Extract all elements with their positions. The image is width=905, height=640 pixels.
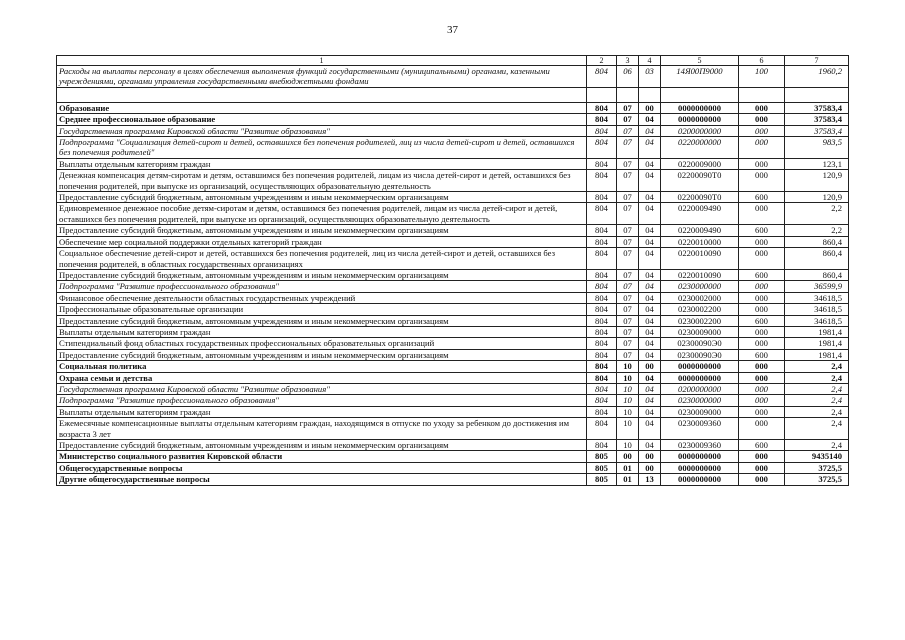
ministry-code: 805 xyxy=(587,451,617,462)
amount: 37583,4 xyxy=(785,114,849,125)
amount: 1960,2 xyxy=(785,66,849,88)
ministry-code: 804 xyxy=(587,395,617,406)
section-code: 07 xyxy=(617,225,639,236)
section-code: 10 xyxy=(617,440,639,451)
amount: 2,4 xyxy=(785,395,849,406)
amount: 1981,4 xyxy=(785,326,849,337)
amount: 1981,4 xyxy=(785,338,849,349)
section-code: 07 xyxy=(617,170,639,192)
row-name: Подпрограмма "Социализация детей-сирот и детей, оставшихся без попечения родителей, лиц из числа детей-сирот и детей, оставшихся без попечения родителей" xyxy=(57,137,587,159)
section-code: 07 xyxy=(617,248,639,270)
amount: 2,4 xyxy=(785,406,849,417)
amount: 34618,5 xyxy=(785,304,849,315)
target-article-code: 0200000000 xyxy=(661,383,739,394)
page-number: 37 xyxy=(447,24,458,36)
row-name: Государственная программа Кировской области "Развитие образования" xyxy=(57,125,587,136)
amount: 3725,5 xyxy=(785,474,849,485)
subsection-code: 04 xyxy=(639,158,661,169)
expense-type-code: 600 xyxy=(739,315,785,326)
table-row xyxy=(57,236,849,247)
table-row xyxy=(57,225,849,236)
row-name: Предоставление субсидий бюджетным, автономным учреждениям и иным некоммерческим организациям xyxy=(57,440,587,451)
spacer-cell xyxy=(739,87,785,102)
subsection-code: 00 xyxy=(639,462,661,473)
expense-type-code: 000 xyxy=(739,203,785,225)
amount: 860,4 xyxy=(785,248,849,270)
column-number-row xyxy=(57,56,849,66)
table-row xyxy=(57,102,849,113)
row-name: Выплаты отдельным категориям граждан xyxy=(57,158,587,169)
row-name: Денежная компенсация детям-сиротам и детям, оставшимся без попечения родителей, лицам из числа детей-сирот и детей, оставшихся без попечения родителей, при выпуске из организаций, осуществляющих образовательную деятельность xyxy=(57,170,587,192)
subsection-code: 04 xyxy=(639,349,661,360)
amount: 9435140 xyxy=(785,451,849,462)
expense-type-code: 000 xyxy=(739,236,785,247)
column-number: 2 xyxy=(587,56,617,66)
row-name: Государственная программа Кировской области "Развитие образования" xyxy=(57,383,587,394)
ministry-code: 804 xyxy=(587,304,617,315)
target-article-code: 0220009000 xyxy=(661,158,739,169)
ministry-code: 804 xyxy=(587,158,617,169)
table-row xyxy=(57,361,849,372)
section-code: 07 xyxy=(617,137,639,159)
expense-type-code: 100 xyxy=(739,66,785,88)
target-article-code: 0000000000 xyxy=(661,114,739,125)
row-name: Предоставление субсидий бюджетным, автономным учреждениям и иным некоммерческим организациям xyxy=(57,269,587,280)
table-row xyxy=(57,125,849,136)
target-article-code: 0220010090 xyxy=(661,269,739,280)
expense-type-code: 000 xyxy=(739,125,785,136)
subsection-code: 04 xyxy=(639,315,661,326)
table-row xyxy=(57,406,849,417)
column-number: 5 xyxy=(661,56,739,66)
expense-type-code: 000 xyxy=(739,451,785,462)
target-article-code: 02200090Т0 xyxy=(661,170,739,192)
ministry-code: 804 xyxy=(587,406,617,417)
row-name: Выплаты отдельным категориям граждан xyxy=(57,326,587,337)
table-row xyxy=(57,66,849,88)
target-article-code: 14Я00П9000 xyxy=(661,66,739,88)
target-article-code: 02200090Т0 xyxy=(661,192,739,203)
spacer-cell xyxy=(785,87,849,102)
table-row xyxy=(57,114,849,125)
expense-type-code: 000 xyxy=(739,338,785,349)
subsection-code: 04 xyxy=(639,114,661,125)
expense-type-code: 000 xyxy=(739,406,785,417)
subsection-code: 00 xyxy=(639,102,661,113)
subsection-code: 04 xyxy=(639,269,661,280)
table-row xyxy=(57,440,849,451)
table-row xyxy=(57,248,849,270)
table-row xyxy=(57,203,849,225)
table-row xyxy=(57,281,849,292)
row-name: Предоставление субсидий бюджетным, автономным учреждениям и иным некоммерческим организациям xyxy=(57,349,587,360)
subsection-code: 04 xyxy=(639,248,661,270)
section-code: 07 xyxy=(617,192,639,203)
target-article-code: 0230009360 xyxy=(661,418,739,440)
section-code: 07 xyxy=(617,292,639,303)
table-row xyxy=(57,292,849,303)
subsection-code: 04 xyxy=(639,292,661,303)
amount: 983,5 xyxy=(785,137,849,159)
target-article-code: 0220010090 xyxy=(661,248,739,270)
ministry-code: 804 xyxy=(587,349,617,360)
table-row xyxy=(57,137,849,159)
amount: 2,2 xyxy=(785,203,849,225)
spacer-cell xyxy=(57,87,587,102)
target-article-code: 0000000000 xyxy=(661,451,739,462)
table-row xyxy=(57,269,849,280)
section-code: 10 xyxy=(617,383,639,394)
section-code: 07 xyxy=(617,269,639,280)
section-code: 01 xyxy=(617,474,639,485)
target-article-code: 0230009000 xyxy=(661,326,739,337)
subsection-code: 04 xyxy=(639,395,661,406)
section-code: 00 xyxy=(617,451,639,462)
amount: 2,4 xyxy=(785,418,849,440)
target-article-code: 0230000000 xyxy=(661,281,739,292)
row-name: Финансовое обеспечение деятельности областных государственных учреждений xyxy=(57,292,587,303)
row-name: Обеспечение мер социальной поддержки отдельных категорий граждан xyxy=(57,236,587,247)
column-number: 3 xyxy=(617,56,639,66)
row-name: Предоставление субсидий бюджетным, автономным учреждениям и иным некоммерческим организациям xyxy=(57,315,587,326)
row-name: Подпрограмма "Развитие профессионального образования" xyxy=(57,281,587,292)
expense-type-code: 600 xyxy=(739,192,785,203)
subsection-code: 04 xyxy=(639,192,661,203)
expense-type-code: 000 xyxy=(739,114,785,125)
subsection-code: 04 xyxy=(639,338,661,349)
row-name: Другие общегосударственные вопросы xyxy=(57,474,587,485)
table-row xyxy=(57,170,849,192)
table-row xyxy=(57,451,849,462)
section-code: 10 xyxy=(617,361,639,372)
target-article-code: 0000000000 xyxy=(661,102,739,113)
table-row xyxy=(57,395,849,406)
subsection-code: 04 xyxy=(639,137,661,159)
amount: 2,2 xyxy=(785,225,849,236)
spacer-cell xyxy=(587,87,617,102)
target-article-code: 0230000000 xyxy=(661,395,739,406)
expense-type-code: 000 xyxy=(739,395,785,406)
target-article-code: 0000000000 xyxy=(661,361,739,372)
table-row xyxy=(57,326,849,337)
section-code: 07 xyxy=(617,338,639,349)
subsection-code: 00 xyxy=(639,361,661,372)
ministry-code: 804 xyxy=(587,236,617,247)
row-name: Социальное обеспечение детей-сирот и детей, оставшихся без попечения родителей, лиц из числа детей-сирот и детей, оставшихся без попечения родителей, в областных государственных организациях xyxy=(57,248,587,270)
subsection-code: 04 xyxy=(639,372,661,383)
ministry-code: 804 xyxy=(587,203,617,225)
subsection-code: 04 xyxy=(639,281,661,292)
table-row xyxy=(57,304,849,315)
ministry-code: 804 xyxy=(587,170,617,192)
expense-type-code: 000 xyxy=(739,281,785,292)
section-code: 10 xyxy=(617,372,639,383)
section-code: 07 xyxy=(617,281,639,292)
section-code: 07 xyxy=(617,125,639,136)
subsection-code: 04 xyxy=(639,383,661,394)
expense-type-code: 600 xyxy=(739,440,785,451)
expense-type-code: 000 xyxy=(739,292,785,303)
column-number: 1 xyxy=(57,56,587,66)
ministry-code: 804 xyxy=(587,114,617,125)
target-article-code: 0220009490 xyxy=(661,203,739,225)
target-article-code: 02300090Э0 xyxy=(661,349,739,360)
amount: 1981,4 xyxy=(785,349,849,360)
target-article-code: 0220009490 xyxy=(661,225,739,236)
subsection-code: 04 xyxy=(639,418,661,440)
section-code: 01 xyxy=(617,462,639,473)
target-article-code: 0230009000 xyxy=(661,406,739,417)
amount: 2,4 xyxy=(785,383,849,394)
section-code: 07 xyxy=(617,349,639,360)
expense-type-code: 000 xyxy=(739,474,785,485)
subsection-code: 00 xyxy=(639,451,661,462)
ministry-code: 804 xyxy=(587,248,617,270)
target-article-code: 0220010000 xyxy=(661,236,739,247)
expense-type-code: 000 xyxy=(739,102,785,113)
spacer-cell xyxy=(661,87,739,102)
ministry-code: 805 xyxy=(587,462,617,473)
target-article-code: 0000000000 xyxy=(661,462,739,473)
section-code: 07 xyxy=(617,304,639,315)
target-article-code: 0230002200 xyxy=(661,315,739,326)
subsection-code: 04 xyxy=(639,236,661,247)
spacer-cell xyxy=(617,87,639,102)
ministry-code: 804 xyxy=(587,66,617,88)
subsection-code: 04 xyxy=(639,170,661,192)
subsection-code: 13 xyxy=(639,474,661,485)
ministry-code: 804 xyxy=(587,102,617,113)
target-article-code: 0000000000 xyxy=(661,372,739,383)
expense-type-code: 000 xyxy=(739,170,785,192)
amount: 34618,5 xyxy=(785,315,849,326)
expense-type-code: 000 xyxy=(739,304,785,315)
expense-type-code: 000 xyxy=(739,158,785,169)
subsection-code: 04 xyxy=(639,326,661,337)
expense-type-code: 000 xyxy=(739,383,785,394)
amount: 2,4 xyxy=(785,372,849,383)
table-row xyxy=(57,349,849,360)
target-article-code: 0230002200 xyxy=(661,304,739,315)
amount: 36599,9 xyxy=(785,281,849,292)
subsection-code: 04 xyxy=(639,304,661,315)
ministry-code: 804 xyxy=(587,292,617,303)
row-name: Единовременное денежное пособие детям-сиротам и детям, оставшимся без попечения родителей, лицам из числа детей-сирот и детей, оставшихся без попечения родителей, при выпуске из организаций, осуществляющих образовательную деятельность xyxy=(57,203,587,225)
section-code: 07 xyxy=(617,158,639,169)
ministry-code: 804 xyxy=(587,281,617,292)
subsection-code: 04 xyxy=(639,440,661,451)
section-code: 07 xyxy=(617,114,639,125)
amount: 37583,4 xyxy=(785,125,849,136)
target-article-code: 0230002000 xyxy=(661,292,739,303)
row-name: Профессиональные образовательные организации xyxy=(57,304,587,315)
subsection-code: 03 xyxy=(639,66,661,88)
section-code: 07 xyxy=(617,236,639,247)
ministry-code: 804 xyxy=(587,361,617,372)
row-name: Министерство социального развития Кировской области xyxy=(57,451,587,462)
expense-type-code: 000 xyxy=(739,326,785,337)
ministry-code: 804 xyxy=(587,338,617,349)
ministry-code: 804 xyxy=(587,269,617,280)
expense-type-code: 600 xyxy=(739,269,785,280)
row-name: Предоставление субсидий бюджетным, автономным учреждениям и иным некоммерческим организациям xyxy=(57,225,587,236)
ministry-code: 804 xyxy=(587,326,617,337)
table-row xyxy=(57,192,849,203)
table-row xyxy=(57,474,849,485)
ministry-code: 804 xyxy=(587,418,617,440)
subsection-code: 04 xyxy=(639,225,661,236)
section-code: 10 xyxy=(617,406,639,417)
spacer-cell xyxy=(639,87,661,102)
table-row xyxy=(57,462,849,473)
table-row xyxy=(57,383,849,394)
target-article-code: 0200000000 xyxy=(661,125,739,136)
target-article-code: 02300090Э0 xyxy=(661,338,739,349)
row-name: Выплаты отдельным категориям граждан xyxy=(57,406,587,417)
row-name: Подпрограмма "Развитие профессионального образования" xyxy=(57,395,587,406)
column-number: 6 xyxy=(739,56,785,66)
expense-type-code: 000 xyxy=(739,372,785,383)
row-name: Охрана семьи и детства xyxy=(57,372,587,383)
amount: 120,9 xyxy=(785,192,849,203)
row-name: Общегосударственные вопросы xyxy=(57,462,587,473)
amount: 120,9 xyxy=(785,170,849,192)
section-code: 10 xyxy=(617,418,639,440)
column-number: 7 xyxy=(785,56,849,66)
section-code: 07 xyxy=(617,315,639,326)
row-name: Стипендиальный фонд областных государственных профессиональных образовательных организаций xyxy=(57,338,587,349)
row-name: Социальная политика xyxy=(57,361,587,372)
subsection-code: 04 xyxy=(639,125,661,136)
target-article-code: 0220000000 xyxy=(661,137,739,159)
column-number: 4 xyxy=(639,56,661,66)
table-row xyxy=(57,315,849,326)
expense-type-code: 000 xyxy=(739,361,785,372)
table-row xyxy=(57,158,849,169)
target-article-code: 0000000000 xyxy=(661,474,739,485)
section-code: 07 xyxy=(617,102,639,113)
budget-table xyxy=(56,55,849,486)
section-code: 10 xyxy=(617,395,639,406)
amount: 34618,5 xyxy=(785,292,849,303)
table-row xyxy=(57,372,849,383)
amount: 860,4 xyxy=(785,269,849,280)
amount: 2,4 xyxy=(785,361,849,372)
amount: 3725,5 xyxy=(785,462,849,473)
ministry-code: 804 xyxy=(587,192,617,203)
section-code: 07 xyxy=(617,326,639,337)
amount: 37583,4 xyxy=(785,102,849,113)
ministry-code: 804 xyxy=(587,440,617,451)
table-row xyxy=(57,418,849,440)
amount: 860,4 xyxy=(785,236,849,247)
ministry-code: 805 xyxy=(587,474,617,485)
subsection-code: 04 xyxy=(639,203,661,225)
ministry-code: 804 xyxy=(587,372,617,383)
row-name: Предоставление субсидий бюджетным, автономным учреждениям и иным некоммерческим организациям xyxy=(57,192,587,203)
expense-type-code: 600 xyxy=(739,225,785,236)
ministry-code: 804 xyxy=(587,315,617,326)
expense-type-code: 000 xyxy=(739,418,785,440)
amount: 123,1 xyxy=(785,158,849,169)
subsection-code: 04 xyxy=(639,406,661,417)
expense-type-code: 000 xyxy=(739,248,785,270)
row-name: Образование xyxy=(57,102,587,113)
ministry-code: 804 xyxy=(587,225,617,236)
section-code: 06 xyxy=(617,66,639,88)
ministry-code: 804 xyxy=(587,125,617,136)
row-name: Ежемесячные компенсационные выплаты отдельным категориям граждан, находящимся в отпуске по уходу за ребенком до достижения им возраста 3 лет xyxy=(57,418,587,440)
ministry-code: 804 xyxy=(587,137,617,159)
expense-type-code: 600 xyxy=(739,349,785,360)
table-row xyxy=(57,338,849,349)
section-code: 07 xyxy=(617,203,639,225)
row-name: Среднее профессиональное образование xyxy=(57,114,587,125)
expense-type-code: 000 xyxy=(739,137,785,159)
ministry-code: 804 xyxy=(587,383,617,394)
spacer-row xyxy=(57,87,849,102)
expense-type-code: 000 xyxy=(739,462,785,473)
amount: 2,4 xyxy=(785,440,849,451)
row-name: Расходы на выплаты персоналу в целях обеспечения выполнения функций государственными (муниципальными) органами, казенными учреждениями, органами управления государственными внебюджетными фондами xyxy=(57,66,587,88)
target-article-code: 0230009360 xyxy=(661,440,739,451)
